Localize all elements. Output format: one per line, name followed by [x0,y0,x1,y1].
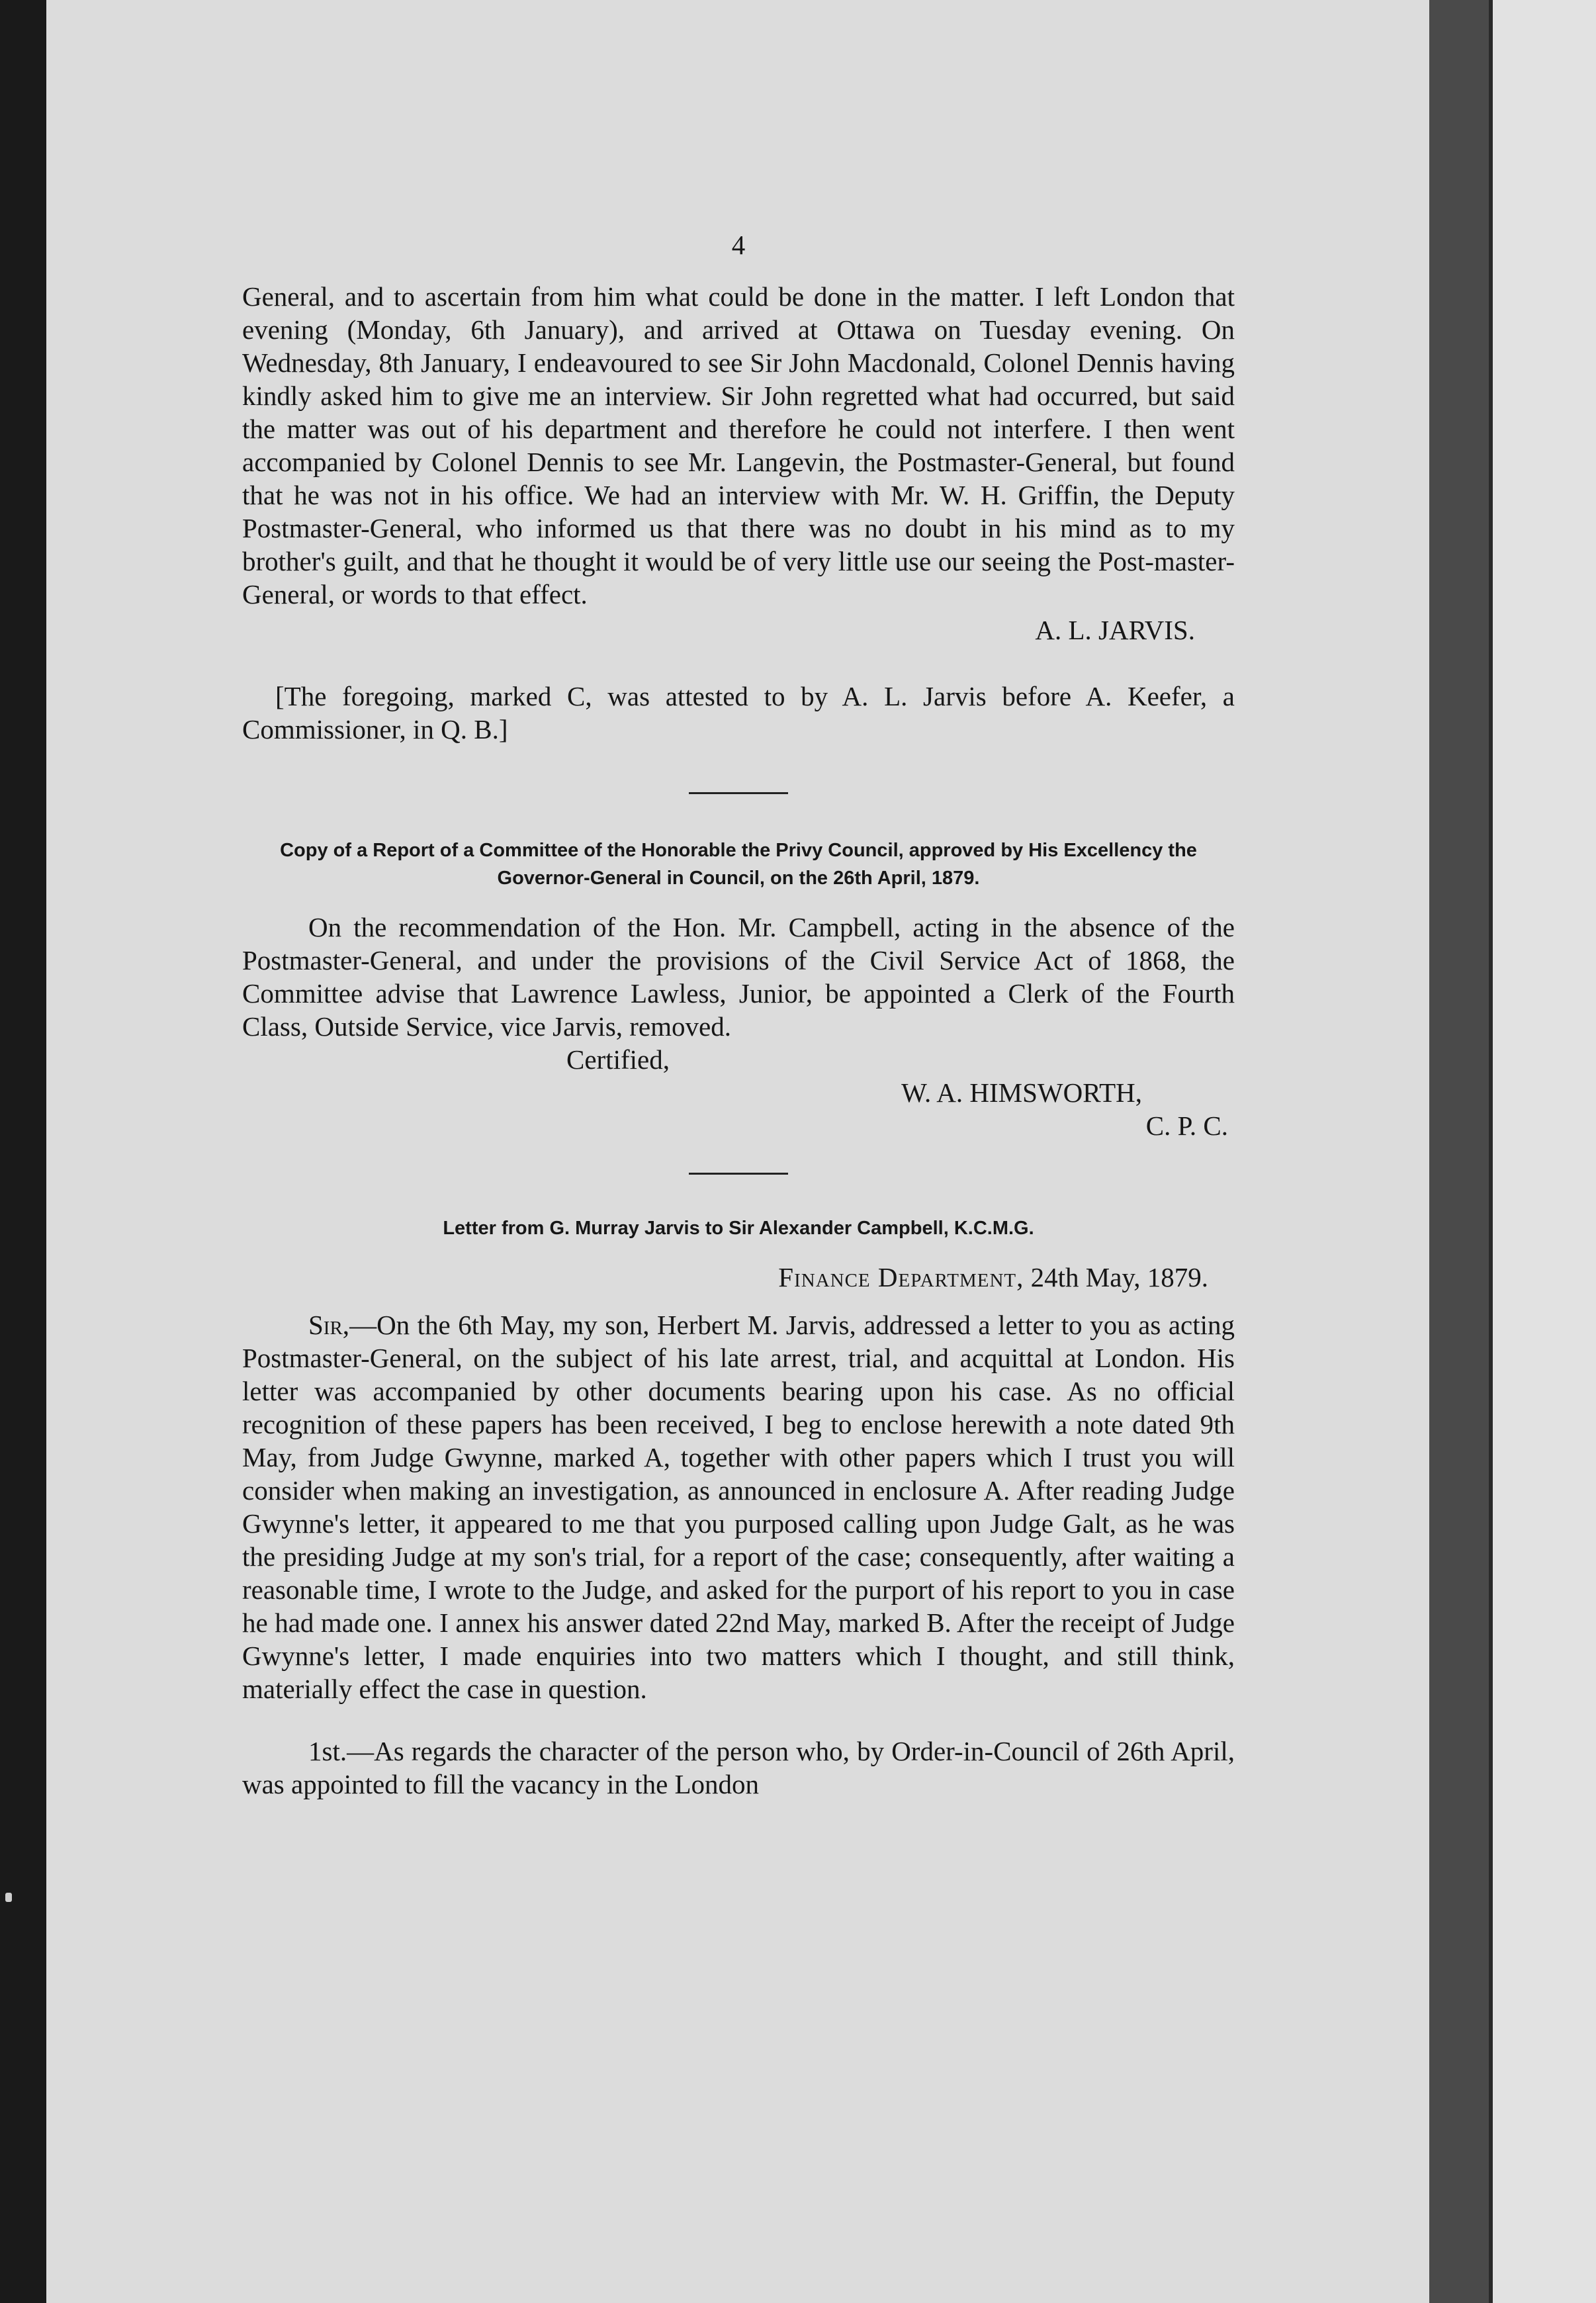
report-paragraph: On the recommendation of the Hon. Mr. Campbell, acting in the absence of the Postmaster-General, and under the provisions of the Civil Service Act of 1868, the Committee advise that Lawrence Lawless, Junior, be appointed a Clerk of the Fourth Class, Outside Service, vice Jarvis, removed. [242,912,1235,1042]
signature-himsworth: W. A. HIMSWORTH, [901,1077,1142,1108]
next-page-edge [1489,0,1596,2303]
dateline-date: 24th May, 1879. [1030,1262,1208,1292]
page-number: 4 [731,230,746,260]
letter-paragraph [242,1308,1235,1705]
salutation: Sir, [308,1310,350,1340]
dateline-department: Finance Department, [778,1262,1024,1292]
paragraph-continued: General, and to ascertain from him what could be done in the matter. I left London that evening (Monday, 6th January), and arrived at Ottawa on Tuesday evening. On Wednesday, 8th January, I endeavoured to see Sir John Macdonald, Colonel Dennis having kindly asked him to give me an interview. Sir John regretted what had occurred, but said the matter was out of his department and therefore he could not interfere. I then went accompanied by Colonel Dennis to see Mr. Langevin, the Postmaster-General, but found that he was not in his office. We had an interview with Mr. W. H. Griffin, the Deputy Postmaster-General, who informed us that there was no doubt in his mind as to my brother's guilt, and that he thought it would be of very little use our seeing the Post-master-General, or words to that effect. [242,281,1235,610]
letter-heading: Letter from G. Murray Jarvis to Sir Alexander Campbell, K.C.M.G. [443,1218,1034,1239]
certified-label: Certified, [566,1044,670,1075]
letter-dateline [242,1261,1235,1294]
page-content [242,228,1235,1801]
signature-title: C. P. C. [1145,1110,1228,1141]
letter-body: —On the 6th May, my son, Herbert M. Jarvis, addressed a letter to you as acting Postmaster-General, on the subject of his late arrest, trial, and acquittal at London. His letter was accompanied by other documents bearing upon his case. As no official recognition of these papers has been received, I beg to enclose herewith a note dated 9th May, from Judge Gwynne, marked A, together with other papers which I trust you will consider when making an investigation, as announced in enclosure A. After reading Judge Gwynne's letter, it appeared to me that you purposed calling upon Judge Galt, as he was the presiding Judge at my son's trial, for a report of the case; consequently, after waiting a reasonable time, I wrote to the Judge, and asked for the purport of his report to you in case he had made one. I annex his answer dated 22nd May, marked B. After the receipt of Judge Gwynne's letter, I made enquiries into two matters which I thought, and still think, materially effect the case in question. [242,1310,1235,1704]
section-divider [689,792,788,794]
signature-jarvis: A. L. JARVIS. [1035,615,1195,645]
scan-border [1429,0,1489,2303]
attestation-note: [The foregoing, marked C, was attested to by A. L. Jarvis before A. Keefer, a Commissioner, in Q. B.] [242,681,1235,745]
scan-artifact [5,1893,12,1902]
section-divider-2 [689,1173,788,1175]
report-heading: Copy of a Report of a Committee of the Honorable the Privy Council, approved by His Excellency the Governor-General in Council, on the 26th April, 1879. [280,840,1197,889]
letter-paragraph-2: 1st.—As regards the character of the person who, by Order-in-Council of 26th April, was appointed to fill the vacancy in the London [242,1736,1235,1799]
